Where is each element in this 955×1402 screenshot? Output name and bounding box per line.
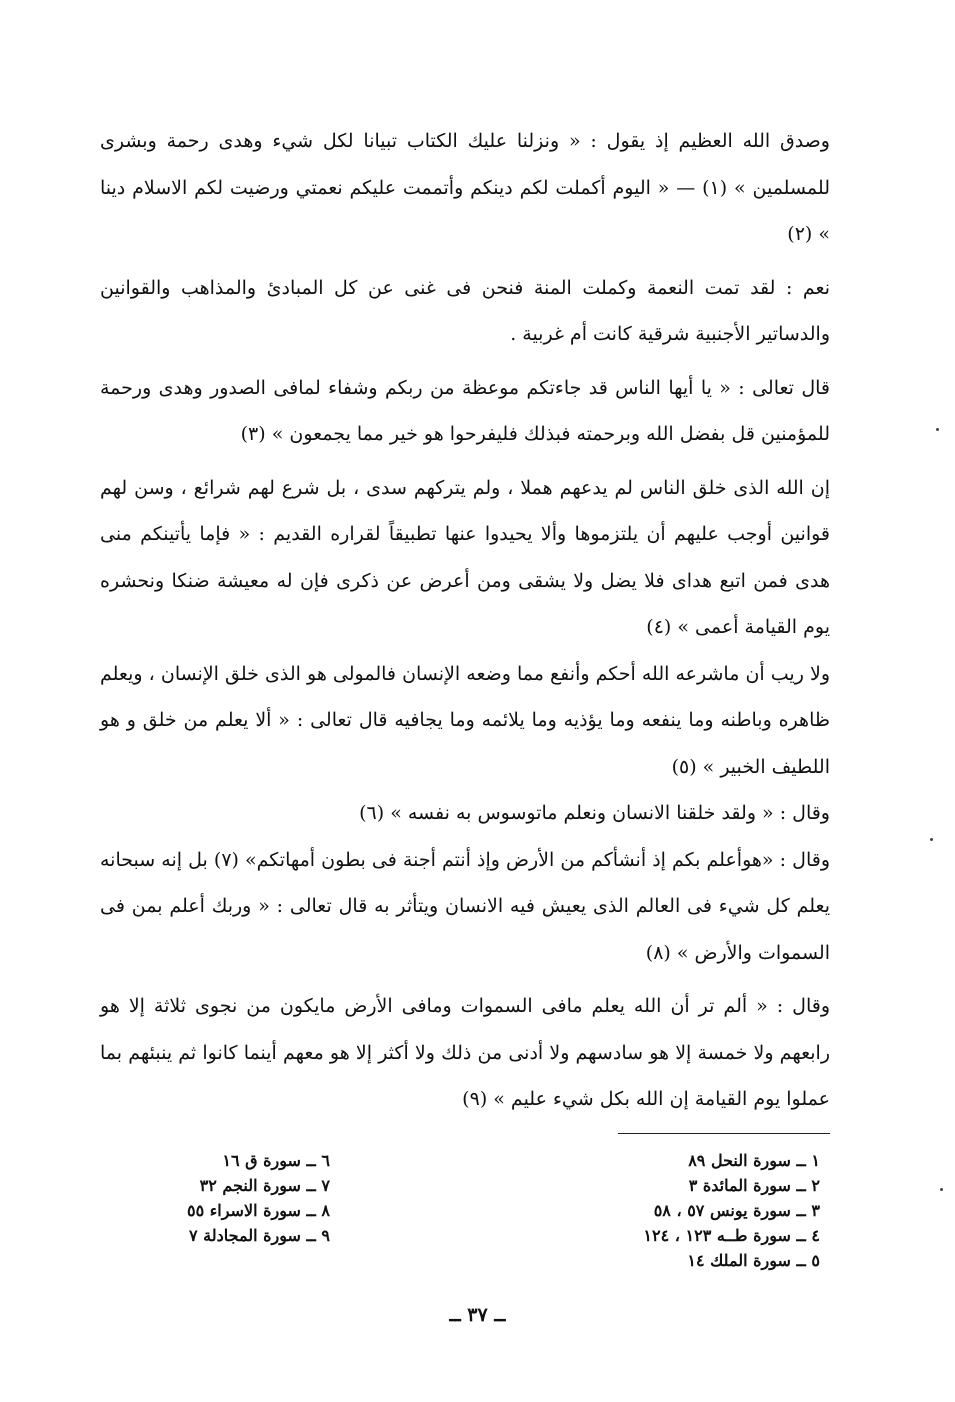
paragraph: قال تعالى : « يا أيها الناس قد جاءتكم موعظة من ربكم وشفاء لمافى الصدور وهدى ورحمة للمؤمنين قل بفضل الله وبرحمته فبذلك فليفرحوا هو خير مما يجمعون » (٣) — [100, 376, 830, 445]
paragraph: وقال : «هوأعلم بكم إذ أنشأكم من الأرض وإذ أنتم أجنة فى بطون أمهاتكم» (٧) بل إنه سبحانه يعلم كل شيء فى العالم الذى يعيش فيه الانسان ويتأثر به قال تعالى : « وربك أعلم بمن فى السموات والأرض » (٨) — [100, 848, 830, 964]
page-number: ــ ٣٧ ــ — [449, 1304, 506, 1326]
footnote: ٧ ــ سورة النجم ٣٢ — [199, 1176, 330, 1195]
footnote-divider — [618, 1133, 830, 1134]
footnote: ٤ ــ سورة طــه ١٢٣ ، ١٢٤ — [643, 1226, 820, 1245]
scan-speck — [936, 428, 939, 431]
footnote: ٢ ــ سورة المائدة ٣ — [688, 1176, 820, 1195]
footnote: ٩ ــ سورة المجادلة ٧ — [189, 1226, 330, 1245]
footnote: ١ ــ سورة النحل ٨٩ — [688, 1151, 820, 1170]
footnote: ٥ ــ سورة الملك ١٤ — [687, 1251, 820, 1270]
paragraph: نعم : لقد تمت النعمة وكملت المنة فنحن فى غنى عن كل المبادئ والمذاهب والقوانين والدساتير الأجنبية شرقية كانت أم غربية . — [100, 276, 830, 345]
paragraph: وقال : « ألم تر أن الله يعلم مافى السموات ومافى الأرض مايكون من نجوى ثلاثة إلا هو رابعهم ولا خمسة إلا هو سادسهم ولا أدنى من ذلك ولا أكثر إلا هو معهم أينما كانوا ثم ينبئهم بما عملوا يوم القيامة إن الله بكل شيء عليم » (٩) — [100, 995, 830, 1110]
scan-speck — [930, 838, 933, 841]
footnote: ٦ ــ سورة ق ١٦ — [222, 1151, 330, 1170]
paragraph: وصدق الله العظيم إذ يقول : « ونزلنا عليك الكتاب تبيانا لكل شيء وهدى رحمة وبشرى للمسلمين » (١) — « اليوم أكملت لكم دينكم وأتممت عليكم نعمتي ورضيت لكم الاسلام دينا » (٢) — [100, 130, 830, 245]
body-text — [100, 118, 830, 1123]
paragraph: وقال : « ولقد خلقنا الانسان ونعلم ماتوسوس به نفسه » (٦) — [359, 802, 830, 824]
paragraph: إن الله الذى خلق الناس لم يدعهم هملا ، ولم يتركهم سدى ، بل شرع لهم شرائع ، وسن لهم قوانين أوجب عليهم أن يلتزموها وألا يحيدوا عنها تطبيقاً لقراره القديم : « فإما يأتينكم منى هدى فمن اتبع هداى فلا يضل ولا يشقى ومن أعرض عن ذكرى فإن له معيشة ضنكا ونحشره يوم القيامة أعمى » (٤) — [100, 476, 830, 638]
footnote: ٣ ــ سورة يونس ٥٧ ، ٥٨ — [653, 1201, 820, 1220]
scan-speck — [940, 1188, 943, 1191]
footnotes-right-column — [520, 1148, 820, 1273]
footnote: ٨ ــ سورة الاسراء ٥٥ — [187, 1201, 330, 1220]
footnotes-left-column — [110, 1148, 330, 1248]
paragraph: ولا ريب أن ماشرعه الله أحكم وأنفع مما وضعه الإنسان فالمولى هو الذى خلق الإنسان ، ويعلم ظاهره وباطنه وما ينفعه وما يؤذيه وما يلائمه وما يجافيه قال تعالى : « ألا يعلم من خلق و هو اللطيف الخبير » (٥) — [100, 662, 830, 778]
